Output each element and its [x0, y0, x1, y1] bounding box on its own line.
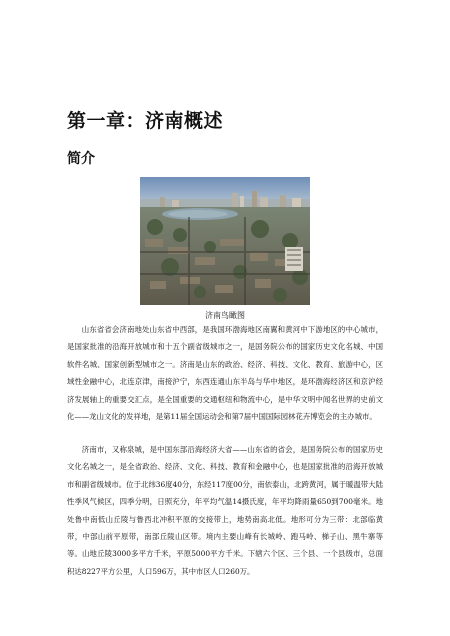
section-title: 简介 — [67, 151, 95, 167]
chapter-title: 第一章：济南概述 — [67, 110, 224, 132]
aerial-city-photo — [140, 177, 310, 305]
paragraph-geography: 济南市，又称泉城，是中国东部沿海经济大省——山东省的省会，是国务院公布的国家历史文化名城之一，是全省政治、经济、文化、科技、教育和金融中心，也是国家批准的沿海开放城市和副省级城市。位于北纬36度40分，东经117度00分，南依泰山，北跨黄河，属于暖温带大陆性季风气候区，四季分明，日照充分，年平均气温14摄氏度，年平均降雨量650到700毫米。地处鲁中南低山丘陵与鲁西北冲积平原的交接带上，地势南高北低。地形可分为三带：北部临黄带，中部山前平原带，南部丘陵山区带。境内主要山峰有长城岭、跑马岭、梯子山、黑牛寨等等。山地丘陵3000多平方千米，平原5000平方千米。下辖六个区、三个县、一个县级市，总面积达8227平方公里，人口596万，其中市区人口260万。 — [67, 445, 383, 576]
paragraph-intro: 山东省省会济南地处山东省中西部，是我国环渤海地区南翼和黄河中下游地区的中心城市，是国家批准的沿海开放城市和十五个副省级城市之一，是国务院公布的国家历史文化名城、中国软件名城、国家创新型城市之一。济南是山东的政治、经济、科技、文化、教育、旅游中心，区域性金融中心，北连京津，南接沪宁，东西连通山东半岛与华中地区，是环渤海经济区和京沪经济发展轴上的重要交汇点，是全国重要的交通枢纽和物流中心，是中华文明中闻名世界的史前文化——龙山文化的发祥地，是第11届全国运动会和第7届中国国际园林花卉博览会的主办城市。 — [67, 325, 383, 422]
figure-caption: 济南鸟瞰图 — [205, 311, 245, 320]
